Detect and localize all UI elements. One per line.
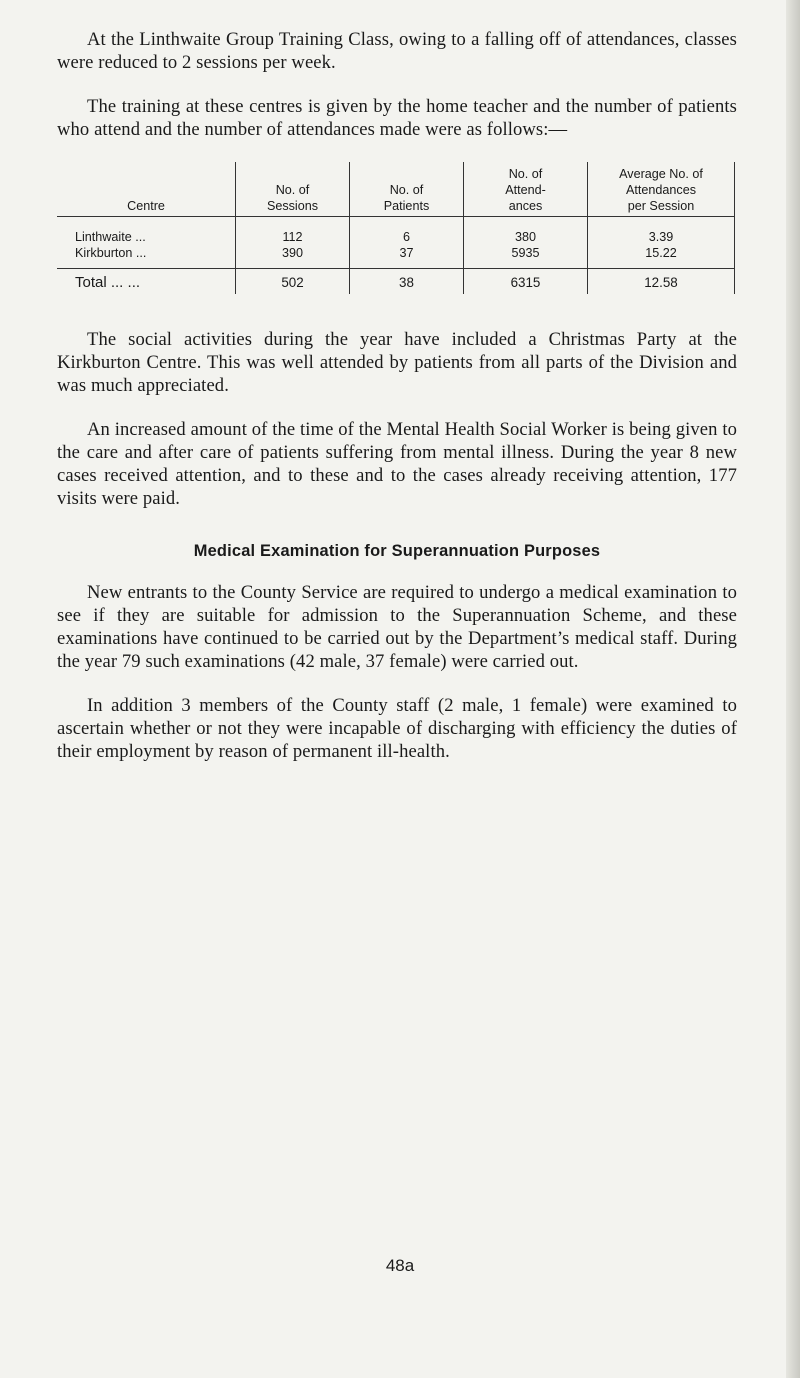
cell-average: 15.22 [588, 245, 735, 269]
cell-patients: 6 [350, 217, 464, 246]
paragraph-social-worker: An increased amount of the time of the Mental Health Social Worker is being given to the care and after care of patients suffering from mental illness. During the year 8 new cases received attention, and to these and to the cases already receiving attention, 177 visits were paid. [57, 419, 737, 509]
paragraph-ill-health: In addition 3 members of the County staff (2 male, 1 female) were examined to ascertain whether or not they were incapable of discharging with efficiency the duties of their employment by reason of permanent ill-health. [57, 695, 737, 762]
cell-attendances: 5935 [464, 245, 588, 269]
cell-total-attendances: 6315 [464, 269, 588, 295]
table-total-row [57, 269, 735, 295]
paragraph-training-intro: The training at these centres is given by the home teacher and the number of patients who attend and the number of attendances made were as follows:— [57, 96, 737, 140]
cell-patients: 37 [350, 245, 464, 269]
cell-attendances: 380 [464, 217, 588, 246]
cell-sessions: 390 [236, 245, 350, 269]
table-row [57, 217, 735, 246]
header-centre: Centre [57, 162, 236, 217]
cell-centre: Kirkburton ... [75, 246, 147, 260]
cell-total-label: Total ... ... [57, 269, 236, 295]
header-sessions: No. of Sessions [236, 162, 350, 217]
table-row [57, 245, 735, 269]
paragraph-linthwaite-reduction: At the Linthwaite Group Training Class, owing to a falling off of attendances, classes were reduced to 2 sessions per week. [57, 29, 737, 73]
page-number: 48a [385, 1256, 415, 1275]
header-attendances: No. of Attend- ances [464, 162, 588, 217]
section-heading: Medical Examination for Superannuation Purposes [193, 542, 601, 560]
header-patients: No. of Patients [350, 162, 464, 217]
paragraph-social-activities: The social activities during the year have included a Christmas Party at the Kirkburton Centre. This was well attended by patients from all parts of the Division and was much appreciated. [57, 329, 737, 396]
page-edge-shadow [786, 0, 800, 1378]
table-header-row [57, 162, 735, 217]
cell-sessions: 112 [236, 217, 350, 246]
paragraph-new-entrants: New entrants to the County Service are required to undergo a medical examination to see if they are suitable for admission to the Superannuation Scheme, and these examinations have continued to be carried out by the Department’s medical staff. During the year 79 such examinations (42 male, 37 female) were carried out. [57, 582, 737, 672]
document-page [57, 28, 737, 784]
cell-total-patients: 38 [350, 269, 464, 295]
attendance-table [57, 162, 735, 294]
cell-total-sessions: 502 [236, 269, 350, 295]
header-average: Average No. of Attendances per Session [588, 162, 735, 217]
cell-average: 3.39 [588, 217, 735, 246]
cell-total-average: 12.58 [588, 269, 735, 295]
cell-centre: Linthwaite ... [75, 230, 146, 244]
